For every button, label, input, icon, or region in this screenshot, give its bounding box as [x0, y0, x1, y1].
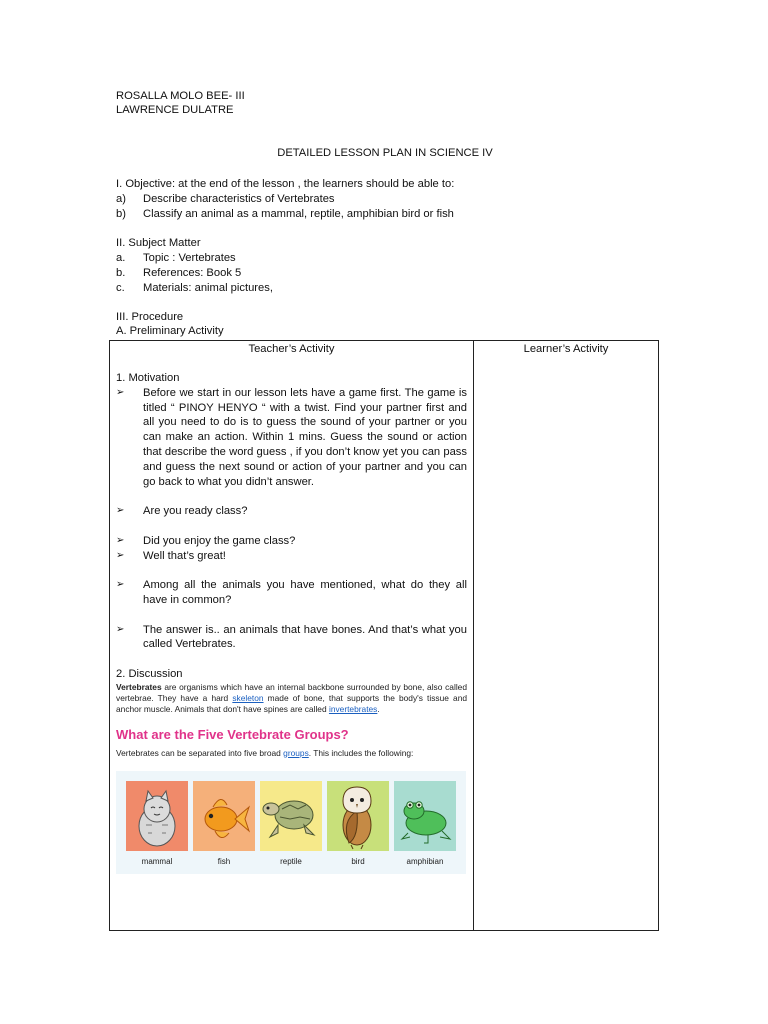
subject-matter-heading: II. Subject Matter [116, 237, 201, 249]
teacher-bullet: ➢ The answer is.. an animals that have bones. And that’s what you called Vertebrates. [116, 623, 467, 651]
animal-label: amphibian [406, 856, 444, 866]
subject-matter-item: b. References: Book 5 [116, 267, 242, 279]
activity-table [109, 340, 659, 931]
vertebrate-groups-heading: What are the Five Vertebrate Groups? [116, 726, 349, 742]
animal-label: mammal [141, 856, 173, 866]
teacher-bullet: ➢ Are you ready class? [116, 505, 248, 518]
arrow-bullet-icon: ➢ [116, 534, 125, 546]
reptile-picture [260, 781, 322, 851]
objective-item: b) Classify an animal as a mammal, reptile, amphibian bird or fish [116, 208, 454, 220]
arrow-bullet-icon: ➢ [116, 505, 125, 517]
discussion-paragraph: Vertebrates are organisms which have an internal backbone surrounded by bone, also called vertebrae. They have a hard skeleton made of bone, that supports the body's tissue and anchor muscle. Animals that don't have spines are called invertebrates. [116, 681, 468, 714]
teacher-bullet: ➢ Among all the animals you have mentioned, what do they all have in common? [116, 579, 467, 606]
procedure-heading: III. Procedure [116, 311, 184, 323]
fish-picture [193, 781, 255, 851]
arrow-bullet-icon: ➢ [116, 579, 125, 591]
vertebrate-groups-text: Vertebrates can be separated into five broad groups. This includes the following: [116, 747, 414, 758]
document-title: DETAILED LESSON PLAN IN SCIENCE IV [277, 147, 493, 159]
animal-label: bird [351, 856, 365, 866]
objective-item: a) Describe characteristics of Vertebrates [116, 193, 335, 205]
animal-label: reptile [280, 856, 302, 866]
teacher-activity-cell [116, 371, 467, 874]
arrow-bullet-icon: ➢ [116, 549, 125, 561]
mammal-picture [126, 781, 188, 851]
skeleton-link[interactable]: skeleton [232, 692, 264, 703]
motivation-heading: 1. Motivation [116, 372, 180, 384]
discussion-heading: 2. Discussion [116, 667, 183, 680]
author-name-1: ROSALLA MOLO BEE- III [116, 90, 245, 102]
arrow-bullet-icon: ➢ [116, 623, 125, 635]
teacher-bullet: ➢ Before we start in our lesson lets have a game first. The game is titled “ PINOY HENYO “ with a twist. Find your partner first and all you need to do is to guess the sound of your partner or you can make an action. Within 1 mins. Guess the sound or action that describe the word guess , if you don’t know yet you can pass and guess the next sound or action of your partner and you can go back to what you didn’t answer. [116, 386, 467, 488]
teacher-bullet: ➢ Did you enjoy the game class? [116, 534, 296, 547]
subject-matter-item: a. Topic : Vertebrates [116, 252, 236, 264]
animal-pictures-strip [116, 771, 466, 874]
learner-activity-header: Learner’s Activity [523, 343, 609, 355]
author-name-2: LAWRENCE DULATRE [116, 104, 234, 116]
animal-label: fish [217, 856, 231, 866]
groups-link[interactable]: groups [283, 747, 309, 758]
teacher-bullet: ➢ Well that’s great! [116, 549, 226, 562]
invertebrates-link[interactable]: invertebrates [328, 703, 378, 714]
objective-heading: I. Objective: at the end of the lesson , the learners should be able to: [116, 178, 455, 190]
subject-matter-item: c. Materials: animal pictures, [116, 282, 273, 294]
teacher-activity-header: Teacher’s Activity [248, 343, 335, 355]
learner-activity-cell [474, 371, 658, 926]
preliminary-activity-heading: A. Preliminary Activity [116, 325, 224, 337]
amphibian-picture [394, 781, 456, 851]
arrow-bullet-icon: ➢ [116, 386, 125, 398]
bird-picture [327, 781, 389, 851]
